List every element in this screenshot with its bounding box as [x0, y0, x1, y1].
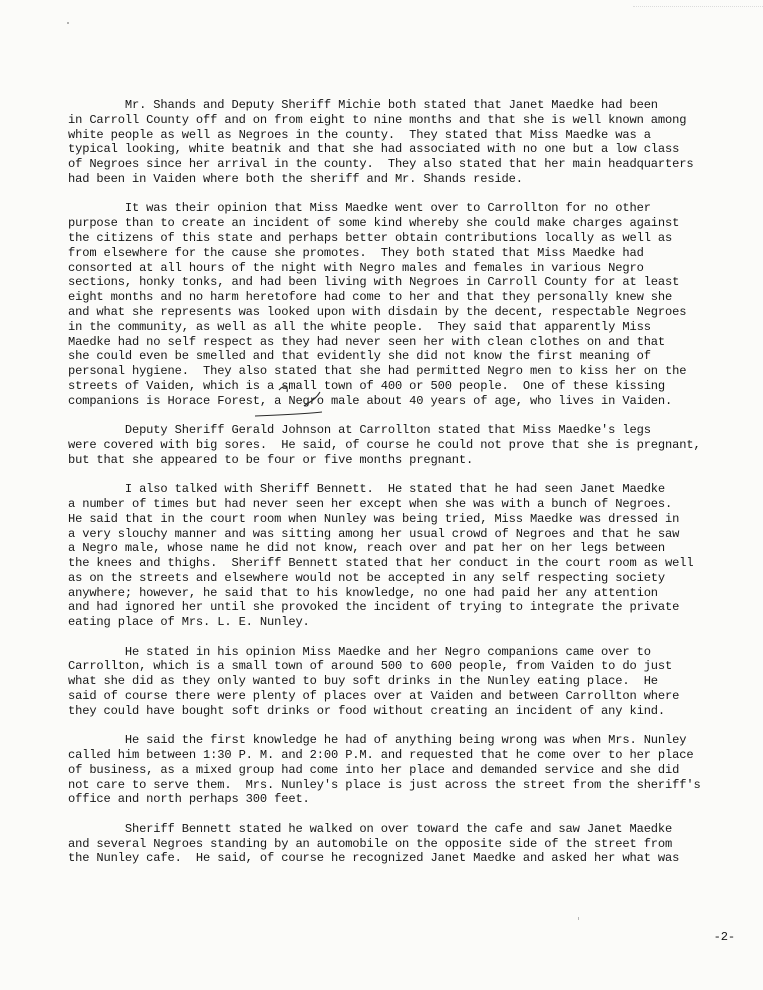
text-line: Deputy Sheriff Gerald Johnson at Carrollton stated that Miss Maedke's legs	[68, 423, 651, 438]
text-line: what she did as they only wanted to buy soft drinks in the Nunley eating place. He	[68, 674, 658, 689]
text-line: they could have bought soft drinks or food without creating an incident of any kind.	[68, 703, 666, 718]
text-line: she could even be smelled and that evidently she did not know the first meaning of	[68, 349, 651, 364]
paragraph	[68, 98, 736, 187]
paragraph	[68, 423, 736, 467]
text-line: of Negroes since her arrival in the county. They also stated that her main headquarters	[68, 157, 694, 172]
paragraph	[68, 201, 736, 408]
text-line: companions is Horace Forest, a Negro male about 40 years of age, who lives in Vaiden.	[68, 393, 673, 408]
text-line: typical looking, white beatnik and that she had associated with no one but a low class	[68, 142, 680, 157]
text-line: said of course there were plenty of places over at Vaiden and between Carrollton where	[68, 689, 680, 704]
text-line: white people as well as Negroes in the county. They stated that Miss Maedke was a	[68, 127, 651, 142]
text-line: office and north perhaps 300 feet.	[68, 792, 310, 807]
text-line: and had ignored her until she provoked the incident of trying to integrate the private	[68, 600, 680, 615]
text-line: It was their opinion that Miss Maedke went over to Carrollton for no other	[68, 201, 651, 216]
text-line: purpose than to create an incident of some kind whereby she could make charges against	[68, 216, 680, 231]
text-line: consorted at all hours of the night with Negro males and females in various Negro	[68, 260, 644, 275]
text-line: were covered with big sores. He said, of course he could not prove that she is pregnant,	[68, 437, 701, 452]
text-line: Mr. Shands and Deputy Sheriff Michie both stated that Janet Maedke had been	[68, 98, 658, 112]
scan-edge-marks	[633, 0, 763, 7]
text-line: He said that in the court room when Nunley was being tried, Miss Maedke was dressed in	[68, 511, 680, 526]
text-line: the Nunley cafe. He said, of course he recognized Janet Maedke and asked her what was	[68, 851, 680, 866]
text-line: eating place of Mrs. L. E. Nunley.	[68, 615, 310, 630]
document-body	[68, 98, 736, 881]
text-line: in Carroll County off and on from eight to nine months and that she is well known among	[68, 112, 687, 127]
text-line: the citizens of this state and perhaps better obtain contributions locally as well as	[68, 230, 673, 245]
text-line: and several Negroes standing by an automobile on the opposite side of the street from	[68, 836, 673, 851]
text-line: of business, as a mixed group had come into her place and demanded service and she did	[68, 762, 680, 777]
text-line: Sheriff Bennett stated he walked on over toward the cafe and saw Janet Maedke	[68, 821, 673, 836]
paragraph	[68, 733, 736, 807]
paragraph	[68, 645, 736, 719]
text-line: had been in Vaiden where both the sheriff and Mr. Shands reside.	[68, 171, 523, 186]
text-line: a very slouchy manner and was sitting among her usual crowd of Negroes and that he saw	[68, 526, 680, 541]
paragraph	[68, 822, 736, 866]
text-line: sections, honky tonks, and had been living with Negroes in Carroll County for at least	[68, 275, 680, 290]
text-line: a Negro male, whose name he did not know, reach over and pat her on her legs between	[68, 541, 666, 556]
text-line: He stated in his opinion Miss Maedke and her Negro companions came over to	[68, 644, 651, 659]
text-line: Carrollton, which is a small town of around 500 to 600 people, from Vaiden to do just	[68, 659, 673, 674]
text-line: not care to serve them. Mrs. Nunley's place is just across the street from the sheriff's	[68, 777, 701, 792]
text-line: personal hygiene. They also stated that she had permitted Negro men to kiss her on the	[68, 364, 687, 379]
text-line: as on the streets and elsewhere would not be accepted in any self respecting society	[68, 570, 666, 585]
text-line: called him between 1:30 P. M. and 2:00 P.M. and requested that he come over to her place	[68, 748, 694, 763]
scan-speck-bottom	[578, 917, 579, 920]
text-line: I also talked with Sheriff Bennett. He stated that he had seen Janet Maedke	[68, 482, 666, 497]
text-line: and what she represents was looked upon with disdain by the decent, respectable Negroes	[68, 304, 687, 319]
text-line: the knees and thighs. Sheriff Bennett stated that her conduct in the court room as well	[68, 556, 694, 571]
text-line: Maedke had no self respect as they had never seen her with clean clothes on and that	[68, 334, 666, 349]
text-line: anywhere; however, he said that to his knowledge, no one had paid her any attention	[68, 585, 658, 600]
text-line: streets of Vaiden, which is a small town of 400 or 500 people. One of these kissing	[68, 378, 666, 393]
page-number: -2-	[713, 930, 735, 944]
scan-speck	[67, 22, 69, 24]
text-line: eight months and no harm heretofore had come to her and that they personally knew she	[68, 290, 673, 305]
text-line: a number of times but had never seen her except when she was with a bunch of Negroes.	[68, 496, 673, 511]
paragraph	[68, 482, 736, 630]
text-line: but that she appeared to be four or five months pregnant.	[68, 452, 474, 467]
text-line: from elsewhere for the cause she promotes. They both stated that Miss Maedke had	[68, 245, 644, 260]
text-line: in the community, as well as all the white people. They said that apparently Miss	[68, 319, 651, 334]
text-line: He said the first knowledge he had of anything being wrong was when Mrs. Nunley	[68, 733, 687, 748]
